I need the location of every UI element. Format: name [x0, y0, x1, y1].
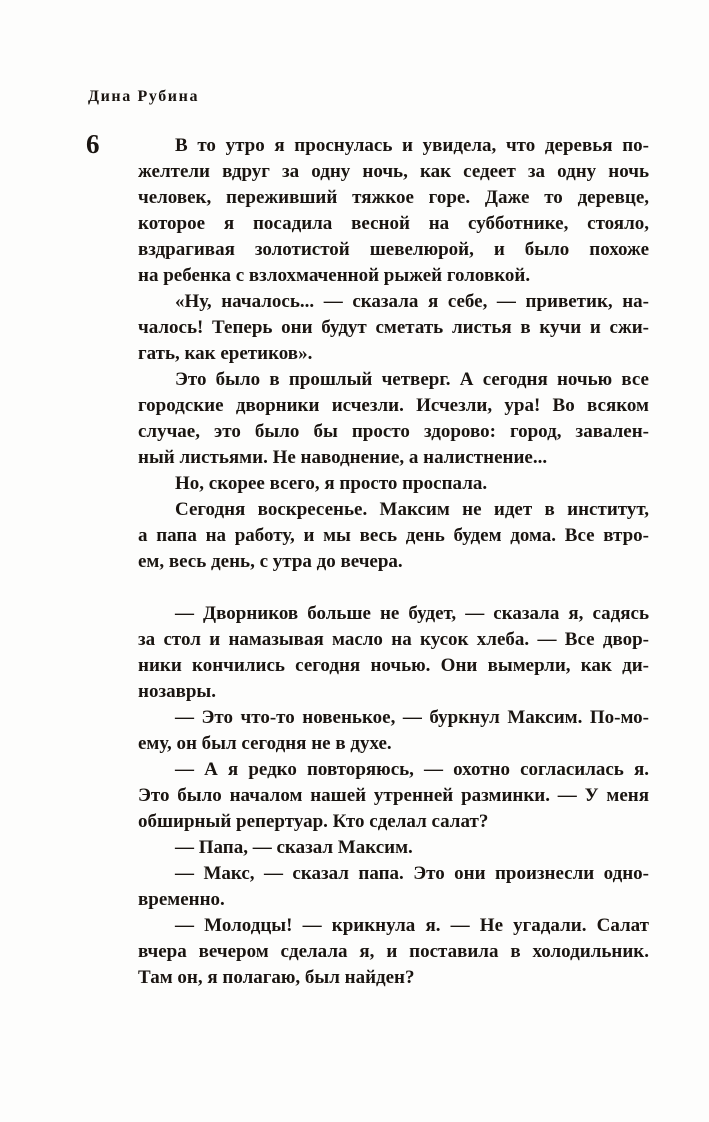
text-line: чалось! Теперь они будут сметать листья в кучи и сжи- [138, 317, 649, 338]
text-line: Но, скорее всего, я просто проспала. [175, 473, 488, 494]
text-line: ный листьями. Не наводнение, а налистнение... [138, 447, 548, 468]
text-line: Сегодня воскресенье. Максим не идет в институт, [175, 499, 649, 520]
text-line: — Молодцы! — крикнула я. — Не угадали. Салат [175, 915, 649, 936]
paragraph [138, 601, 649, 705]
text-line: городские дворники исчезли. Исчезли, ура! Во всяком [138, 395, 649, 416]
text-line: — Папа, — сказал Максим. [175, 837, 413, 858]
text-line: «Ну, началось... — сказала я себе, — приветик, на- [175, 291, 649, 312]
text-line: Там он, я полагаю, был найден? [138, 967, 415, 988]
text-line: человек, переживший тяжкое горе. Даже то деревце, [138, 187, 649, 208]
text-line: вчера вечером сделала я, и поставила в холодильник. [138, 941, 649, 962]
paragraph [138, 367, 649, 471]
paragraph [138, 497, 649, 575]
text-line: желтели вдруг за одну ночь, как седеет за одну ночь [138, 161, 649, 182]
paragraph [138, 133, 649, 289]
text-line: ем, весь день, с утра до вечера. [138, 551, 403, 572]
text-line: случае, это было бы просто здорово: город, завален- [138, 421, 649, 442]
text-line: на ребенка с взлохмаченной рыжей головкой. [138, 265, 531, 286]
page-number: 6 [86, 129, 100, 159]
text-line: ему, он был сегодня не в духе. [138, 733, 392, 754]
text-line: обширный репертуар. Кто сделал салат? [138, 811, 489, 832]
text-line: которое я посадила весной на субботнике, стояло, [138, 213, 649, 234]
paragraph [138, 835, 649, 861]
running-header-author: Дина Рубина [88, 88, 200, 105]
paragraph [138, 705, 649, 757]
text-line: гать, как еретиков». [138, 343, 313, 364]
paragraph [138, 861, 649, 913]
text-line: — Дворников больше не будет, — сказала я, садясь [175, 603, 649, 624]
text-line: временно. [138, 889, 225, 910]
text-line: за стол и намазывая масло на кусок хлеба. — Все двор- [138, 629, 649, 650]
text-line: Это было началом нашей утренней разминки. — У меня [138, 785, 649, 806]
text-line: В то утро я проснулась и увидела, что деревья по- [175, 135, 649, 156]
text-line: Это было в прошлый четверг. А сегодня ночью все [175, 369, 649, 390]
page-body [138, 133, 649, 991]
text-line: — Это что-то новенькое, — буркнул Максим. По-мо- [175, 707, 649, 728]
paragraph [138, 913, 649, 991]
paragraph [138, 289, 649, 367]
text-line: — А я редко повторяюсь, — охотно согласилась я. [175, 759, 649, 780]
text-line: нозавры. [138, 681, 216, 702]
text-line: — Макс, — сказал папа. Это они произнесли одно- [175, 863, 649, 884]
paragraph [138, 757, 649, 835]
paragraph [138, 471, 649, 497]
text-line: ники кончились сегодня ночью. Они вымерли, как ди- [138, 655, 649, 676]
text-line: а папа на работу, и мы весь день будем дома. Все втро- [138, 525, 649, 546]
text-line: вздрагивая золотистой шевелюрой, и было похоже [138, 239, 649, 260]
